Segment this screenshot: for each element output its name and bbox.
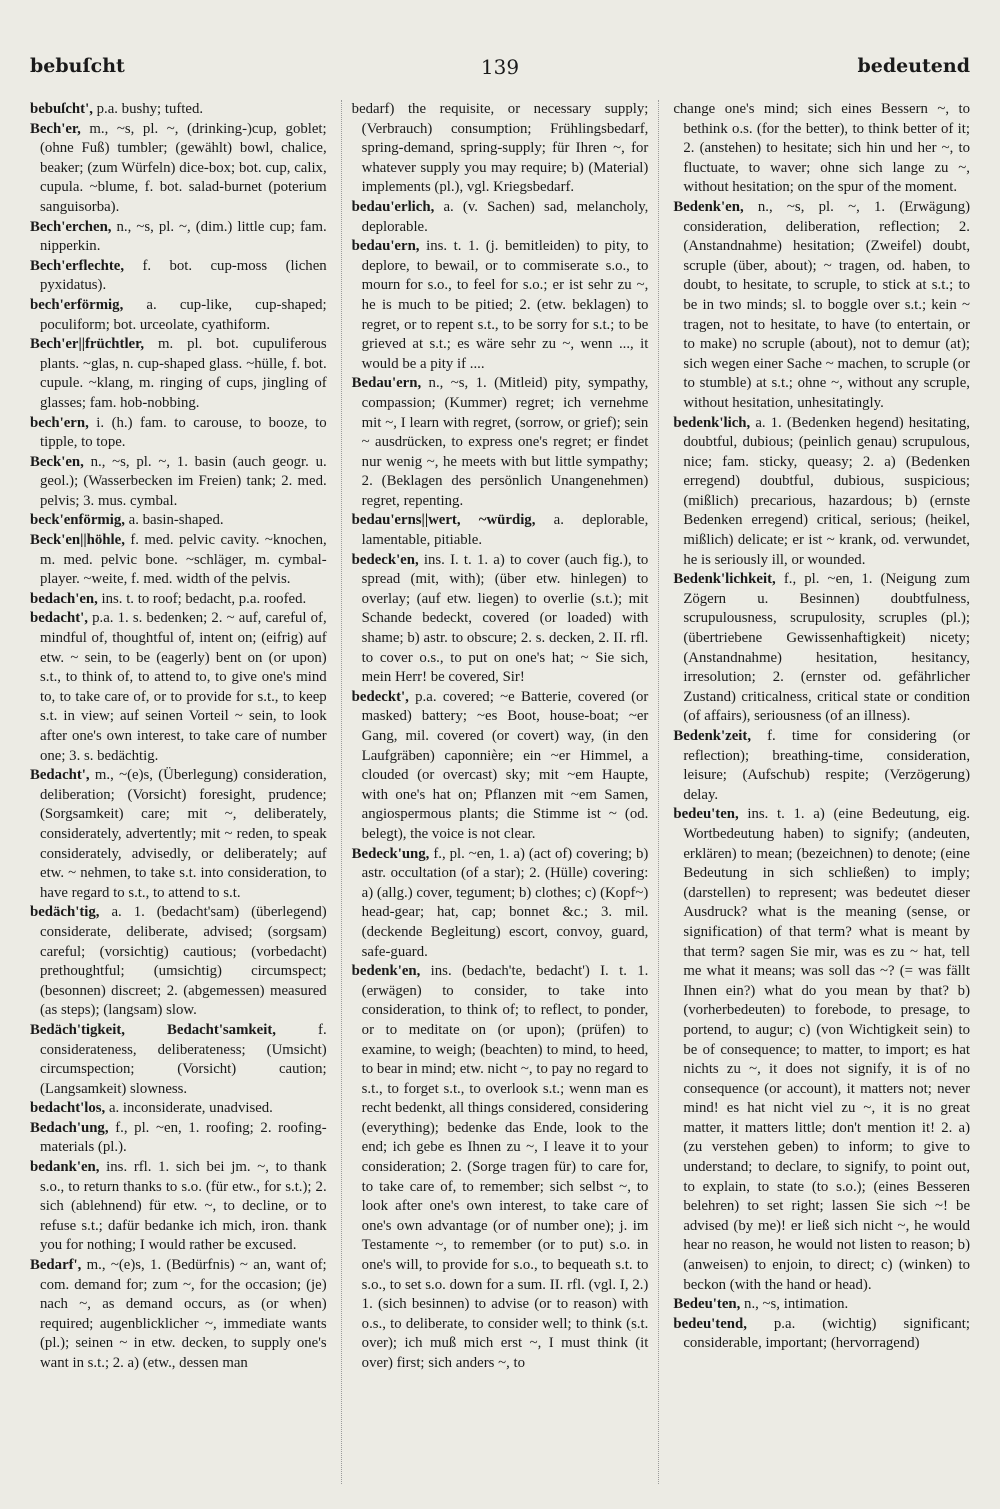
entry-headword: beck'enförmig,	[30, 512, 129, 529]
dictionary-entry	[352, 237, 649, 374]
entry-definition: f. bot. cup-moss (lichen pyxidatus).	[40, 257, 327, 294]
entry-headword: Bech'erchen,	[30, 218, 117, 235]
entry-definition: m., ~(e)s, (Überlegung) consideration, deliberation; (Vorsicht) foresight, prudence; (Sorgsamkeit) care; mit ~, deliberately, considerately, advertently; mit ~ reden, to speak considerately, advisedly, or deliberately; auf etw. ~ nehmen, to take s.t. into consideration, to have regard to s.t., to attend to s.t.	[40, 767, 327, 901]
dictionary-entry	[30, 257, 327, 296]
entry-headword: bedank'en,	[30, 1159, 107, 1176]
entry-headword: bedeckt',	[351, 688, 416, 705]
entry-definition: n., ~s, intimation.	[744, 1296, 849, 1313]
entry-headword: bedeu'ten,	[673, 806, 748, 823]
dictionary-entry	[30, 1119, 327, 1158]
entry-definition: f. time for considering (or reflection); breathing-time, consideration, leisure; (Aufschub) respite; (Verzögerung) delay.	[683, 728, 970, 803]
dictionary-entry	[30, 120, 327, 218]
entry-definition: a. basin-shaped.	[128, 512, 224, 529]
entry-headword: bedau'ern,	[351, 238, 427, 255]
dictionary-entry	[673, 570, 970, 727]
page-header	[30, 55, 970, 91]
dictionary-entry	[30, 531, 327, 590]
dictionary-entry	[352, 511, 649, 550]
entry-definition: ins. t. to roof; bedacht, p.a. roofed.	[101, 590, 307, 607]
entry-headword: Beck'en||höhle,	[30, 532, 131, 549]
dictionary-entry	[30, 511, 327, 531]
entry-definition: p.a. 1. s. bedenken; 2. ~ auf, careful of, mindful of, thoughtful of, intent on; (eifrig) auf etw. ~ sein, to be (eagerly) bent on (or upon) s.t., to think of, to attend to, to give one's mind to, to take care of, or to provide for s.t., to keep s.t. in view; auf seinen Vorteil ~ sein, to look after one's own interest, to take care of number one; 3. s. bedächtig.	[40, 610, 327, 764]
dictionary-entry	[352, 551, 649, 688]
entry-headword: Bedeck'ung,	[351, 845, 434, 862]
dictionary-entry	[673, 805, 970, 1295]
entry-definition: p.a. bushy; tufted.	[96, 101, 204, 117]
entry-headword: Bedach'ung,	[30, 1119, 116, 1136]
entry-definition: ins. t. 1. a) (eine Bedeutung, eig. Wortbedeutung haben) to signify; (andeuten, erklären) to mean; (bezeichnen) to denote; (eine Bedeutung in sich schließen) to imply; (darstellen) to represent; was bedeutet dieser Ausdruck? what is the meaning (sense, or signification) of that term? what is meant by that term? sagen Sie mir, was es zu ~ hat, tell me what it means; was soll das ~? (= was fällt Ihnen ein?) what do you mean by that? b) (vorherbedeuten) to forebode, to presage, to portend, to augur; c) (von Wichtigkeit sein) to be of consequence; to matter, to import; es hat nichts zu ~, it does not signify, it is of no consequence (or account), it matters not; never mind! es hat nicht viel zu ~, it is no great matter, it matters little; don't mention it! 2. a) (zu verstehen geben) to inform; to give to understand; to declare, to signify, to point out, to explain, to state (to s.o.); (eines Besseren belehren) to set right; lassen Sie sich ~! be advised (by me)! er ließ sich nicht ~, he would hear no reason, he would not listen to reason; b) (anweisen) to enjoin, to direct; c) (winken) to beckon (with the hand or head).	[683, 806, 970, 1293]
entry-headword: Bedau'ern,	[351, 375, 429, 392]
dictionary-entry	[30, 218, 327, 257]
entry-definition: f. med. pelvic cavity. ~knochen, m. med. pelvic bone. ~schläger, m. cymbal-player. ~weite, f. med. width of the pelvis.	[40, 532, 327, 588]
entry-headword: Bedeu'ten,	[673, 1296, 745, 1313]
right-running-head: bedeutend	[857, 55, 970, 77]
entry-headword: Bech'erflechte,	[30, 257, 143, 274]
dictionary-entry	[30, 414, 327, 453]
entry-headword: bedacht',	[30, 610, 93, 627]
entry-definition: a. 1. (Bedenken hegend) hesitating, doubtful, dubious; (peinlich genau) scrupulous, nice; fam. sticky, queasy; 2. a) (Bedenken erregend) doubtful, dubious, suspicious; (mißlich) precarious, hazardous; b) (ernste Bedenken erregend) critical, serious; (heikel, mißlich) delicate; er ist ~ krank, od. verwundet, he is seriously ill, or wounded.	[683, 414, 970, 568]
dictionary-entry	[673, 1315, 970, 1354]
text-columns	[30, 100, 970, 1484]
entry-definition: f., pl. ~en, 1. (Neigung zum Zögern u. Besinnen) doubtfulness, scrupulousness, scrupulosity, scruples (pl.); (übertriebene Gewissenhaftigkeit) nicety; (Anstandnahme) hesitation, hesitancy, irresolution; 2. (ernster od. gefährlicher Zustand) criticalness, critical state or condition (of affairs), seriousness (of an illness).	[683, 571, 970, 725]
entry-definition: a. (v. Sachen) sad, melancholy, deplorable.	[361, 198, 649, 235]
dictionary-entry	[30, 453, 327, 512]
dictionary-entry	[352, 374, 649, 511]
dictionary-entry	[673, 727, 970, 805]
entry-definition: i. (h.) fam. to carouse, to booze, to tipple, to tope.	[40, 414, 327, 451]
entry-headword: Bedenk'en,	[673, 198, 758, 215]
dictionary-entry	[673, 414, 970, 571]
dictionary-entry	[673, 1295, 970, 1315]
column-left	[30, 100, 327, 1484]
entry-headword: bedenk'lich,	[673, 414, 756, 431]
dictionary-entry	[352, 688, 649, 845]
entry-headword: Bedenk'lichkeit,	[673, 571, 784, 588]
entry-definition: a. inconsiderate, unadvised.	[108, 1100, 273, 1117]
column-right	[673, 100, 970, 1484]
entry-headword: bedacht'los,	[30, 1100, 109, 1117]
dictionary-entry	[352, 198, 649, 237]
entry-headword: Bedacht',	[30, 767, 95, 784]
dictionary-entry	[30, 903, 327, 1021]
entry-definition: n., ~s, pl. ~, 1. basin (auch geogr. u. geol.); (Wasserbecken im Freien) tank; 2. med. pelvis; 3. mus. cymbal.	[40, 453, 327, 509]
entry-definition: f., pl. ~en, 1. roofing; 2. roofing-materials (pl.).	[40, 1119, 327, 1156]
dictionary-entry	[30, 296, 327, 335]
dictionary-entry	[30, 590, 327, 610]
entry-headword: bedau'erlich,	[351, 198, 444, 215]
dictionary-entry	[673, 198, 970, 414]
entry-definition: f., pl. ~en, 1. a) (act of) covering; b) astr. occultation (of a star); 2. (Hülle) covering: a) (allg.) cover, tegument; b) clothes; c) (Kopf~) head-gear; hat, cap; bonnet &c.; 3. mil. (deckende Begleitung) escort, convoy, guard, safe-guard.	[361, 845, 649, 960]
entry-headword: bech'erförmig,	[30, 296, 147, 313]
column-middle	[341, 100, 660, 1484]
entry-headword: bedenk'en,	[351, 963, 431, 980]
dictionary-entry	[673, 100, 970, 198]
entry-headword: bedeck'en,	[351, 551, 424, 568]
entry-headword: Bech'er,	[30, 120, 90, 137]
entry-headword: Bedarf',	[30, 1257, 87, 1274]
entry-definition: a. 1. (bedacht'sam) (überlegend) considerate, deliberate, advised; (sorgsam) careful; (vorsichtig) cautious; (vorbedacht) prethoughtful; (umsichtig) circumspect; (besonnen) discreet; 2. (abgemessen) measured (as steps); (langsam) slow.	[40, 904, 327, 1019]
entry-definition: n., ~s, pl. ~, (dim.) little cup; fam. nipperkin.	[40, 218, 327, 255]
entry-definition: m. pl. bot. cupuliferous plants. ~glas, n. cup-shaped glass. ~hülle, f. bot. cupule. ~klang, m. ringing of cups, jingling of glasses; fam. hob-nobbing.	[40, 336, 327, 411]
entry-definition: ins. t. 1. (j. bemitleiden) to pity, to deplore, to bewail, or to commiserate s.o., to mourn for s.o., to feel for s.o.; er ist sehr zu ~, he is much to be pitied; 2. (etw. beklagen) to regret, or to repent s.t., to be sorry for s.t.; to be grieved at s.t.; es wäre sehr zu ~, wenn ..., it would be a pity if ....	[361, 238, 649, 372]
dictionary-entry	[30, 1158, 327, 1256]
entry-definition: p.a. covered; ~e Batterie, covered (or masked) battery; ~es Boot, house-boat; ~er Gang, mil. covered (or covert) way, (in den Laufgräben) caponnière; ein ~er Himmel, a clouded (or overcast) sky; mit ~em Haupte, with one's hat on; Pflanzen mit ~em Samen, angiospermous plants; die Stimme ist ~ (od. belegt), the voice is not clear.	[361, 688, 649, 842]
entry-definition: n., ~s, pl. ~, 1. (Erwägung) consideration, deliberation, reflection; 2. (Anstandnahme) hesitation; (Zweifel) doubt, scruple (über, about); ~ tragen, od. haben, to doubt, to hesitate, to scruple, to stick at s.t.; to be in two minds; sl. to boggle over s.t.; kein ~ tragen, not to hesitate, to have (to entertain, or to make) no scruple (about), not to demur (at); sich wegen einer Sache ~ machen, to scruple (or to stumble) at s.t.; ohne ~, without any scruple, without hesitation, unhesitatingly.	[683, 198, 970, 411]
left-running-head: bebuſcht	[30, 55, 125, 77]
dictionary-entry	[352, 100, 649, 198]
entry-headword: bebuſcht',	[30, 101, 97, 117]
dictionary-entry	[352, 845, 649, 963]
entry-definition: m., ~s, pl. ~, (drinking-)cup, goblet; (ohne Fuß) tumbler; (gewählt) bowl, chalice, beaker; (zum Würfeln) dice-box; bot. cup, calix, cupula. ~blume, f. bot. salad-burnet (poterium sanguisorba).	[40, 120, 327, 215]
entry-definition: m., ~(e)s, 1. (Bedürfnis) ~ an, want of; com. demand for; zum ~, for the occasion; (je) nach ~, as demand occurs, as (or when) required; augenblicklicher ~, immediate wants (pl.); seinen ~ in etw. decken, to supply one's want in s.t.; 2. a) (etw., dessen man	[40, 1257, 327, 1371]
entry-definition: a. cup-like, cup-shaped; poculiform; bot. urceolate, cyathiform.	[40, 296, 327, 333]
entry-definition: p.a. (wichtig) significant; considerable, important; (hervorragend)	[683, 1315, 970, 1352]
entry-headword: bedau'erns||wert, ~würdig,	[351, 512, 554, 529]
entry-definition: bedarf) the requisite, or necessary supply; (Verbrauch) consumption; Frühlingsbedarf, spring-demand, spring-supply; für Ihren ~, for whatever supply you may require; b) (Material) implements (pl.), vgl. Kriegsbedarf.	[351, 101, 649, 196]
entry-definition: f. considerateness, deliberateness; (Umsicht) circumspection; (Vorsicht) caution; (Langsamkeit) slowness.	[40, 1021, 327, 1097]
entry-headword: bech'ern,	[30, 414, 97, 431]
entry-headword: Beck'en,	[30, 453, 91, 470]
page-number: 139	[480, 55, 520, 79]
dictionary-entry	[30, 1099, 327, 1119]
dictionary-entry	[30, 1021, 327, 1099]
dictionary-entry	[30, 609, 327, 766]
entry-headword: bedäch'tig,	[30, 904, 112, 921]
entry-headword: Bech'er||früchtler,	[30, 336, 158, 353]
entry-definition: change one's mind; sich eines Bessern ~, to bethink o.s. (for the better), to think better of it; 2. (anstehen) to hesitate; sich hin und her ~, to fluctuate, to waver; ohne sich lange zu ~, without hesitation; on the spur of the moment.	[673, 101, 970, 196]
entry-headword: bedach'en,	[30, 590, 102, 607]
entry-definition: a. deplorable, lamentable, pitiable.	[361, 512, 649, 549]
dictionary-entry	[30, 335, 327, 413]
entry-definition: ins. rfl. 1. sich bei jm. ~, to thank s.o., to return thanks to s.o. (für etw., for s.t.); 2. sich (ablehnend) für etw. ~, to decline, or to refuse s.t.; dafür bedanke ich mich, iron. thank you for nothing; I would rather be excused.	[40, 1159, 327, 1254]
entry-definition: ins. (bedach'te, bedacht') I. t. 1. (erwägen) to consider, to take into consideration, to think of; to reflect, to ponder, or to meditate on (or upon); (prüfen) to examine, to weigh; (beachten) to mind, to heed, to bear in mind; etw. nicht ~, to pay no regard to s.t., to forget s.t., to overlook s.t.; wenn man es recht bedenkt, all things considered, considering (everything); bedenke das Ende, look to the end; ich gebe es Ihnen zu ~, I leave it to your consideration; 2. (Sorge tragen für) to care for, to take care of, to remember; sich selbst ~, to look after one's own interest, to take care of one's own advantage (or of number one); j. im Testamente ~, to remember (or to put) s.o. in one's will, to provide for s.o., to bequeath s.t. to s.o., to set s.o. down for a sum. II. rfl. (vgl. I, 2.) 1. (sich besinnen) to advise (or to reason) with o.s., to deliberate, to consider well; to think (s.t. over); ich muß mich erst ~, I must think (it over) first; sich anders ~, to	[361, 963, 649, 1371]
entry-headword: Bedenk'zeit,	[673, 728, 768, 744]
entry-headword: bedeu'tend,	[673, 1315, 774, 1332]
dictionary-entry	[352, 962, 649, 1373]
entry-definition: ins. I. t. 1. a) to cover (auch fig.), to spread (mit, with); (über etw. hinlegen) to overlay; (auf etw. liegen) to overlie (s.t.); mit Schande bedeckt, covered (or loaded) with shame; b) astr. to obscure; 2. s. decken, 2. II. rfl. to cover o.s., to put on one's hat; ~ Sie sich, mein Herr! be covered, Sir!	[361, 551, 649, 686]
dictionary-entry	[30, 766, 327, 903]
dictionary-entry	[30, 100, 327, 120]
dictionary-entry	[30, 1256, 327, 1374]
entry-headword: Bedäch'tigkeit, Bedacht'samkeit,	[30, 1021, 319, 1038]
entry-definition: n., ~s, 1. (Mitleid) pity, sympathy, compassion; (Kummer) regret; ich vernehme mit ~, I learn with regret, (sorrow, or grief); sein ~ ausdrücken, to express one's regret; er findet nur wenig ~, he meets with but little sympathy; 2. (Beklagen des persönlich Unangenehmen) regret, repenting.	[361, 375, 649, 509]
